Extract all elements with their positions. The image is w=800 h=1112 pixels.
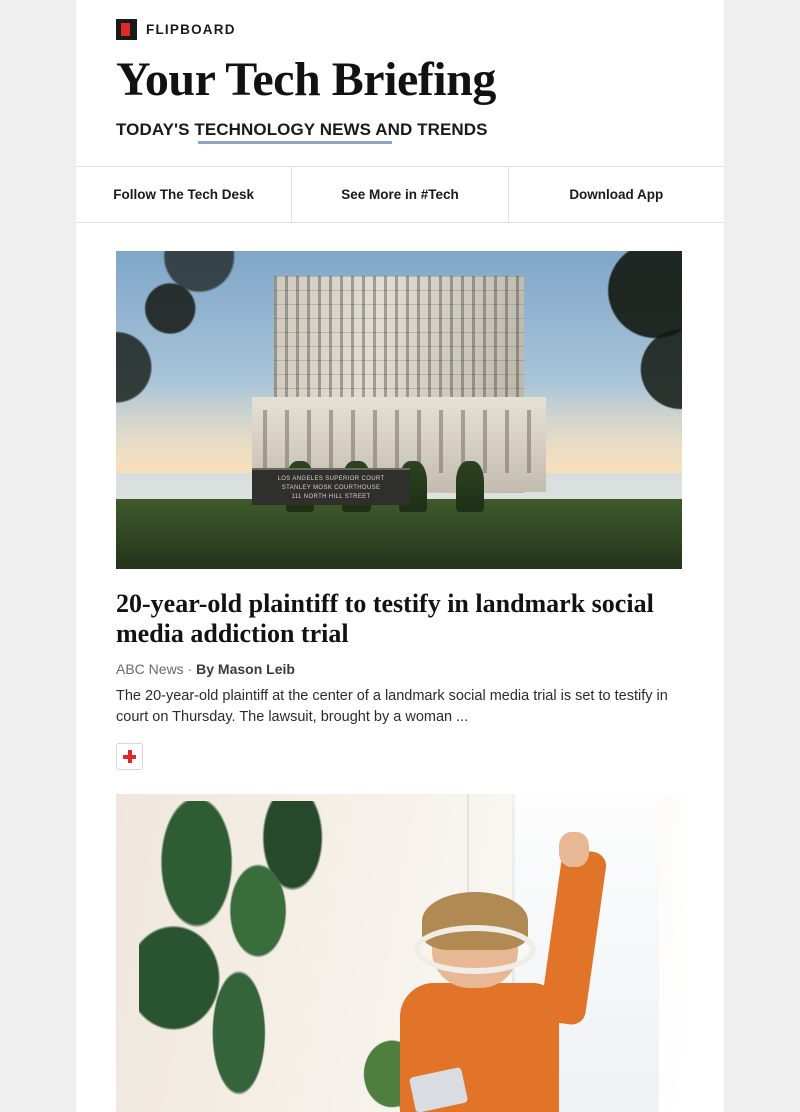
nav-item-follow-tech-desk[interactable]: Follow The Tech Desk xyxy=(113,186,255,202)
article-summary: The 20-year-old plaintiff at the center of a landmark social media trial is set to testify in court on Thursday. The lawsuit, brought by a woman ... xyxy=(116,688,668,725)
article-author: By Mason Leib xyxy=(196,661,295,678)
newsletter-card xyxy=(76,0,724,1112)
nav-item-see-more-tech[interactable]: See More in #Tech xyxy=(291,167,507,222)
article-list xyxy=(76,223,724,1112)
article-title[interactable]: 20-year-old plaintiff to testify in landmark social media addiction trial xyxy=(116,588,654,648)
article-source: ABC News xyxy=(116,661,184,678)
nav-bar xyxy=(76,167,724,223)
brand-name: FLIPBOARD xyxy=(146,21,236,37)
subtitle-underline xyxy=(198,141,392,144)
brand[interactable] xyxy=(116,18,684,40)
page-subtitle: TODAY'S TECHNOLOGY NEWS AND TRENDS xyxy=(116,119,488,139)
article-item xyxy=(116,251,684,770)
courthouse-sign xyxy=(252,468,410,505)
article-image-courthouse[interactable] xyxy=(116,251,682,569)
person-hand xyxy=(559,832,590,868)
nav-item-download-app[interactable]: Download App xyxy=(508,167,724,222)
flipboard-logo-icon xyxy=(116,19,137,40)
courthouse-sign-line-2: STANLEY MOSK COURTHOUSE xyxy=(281,485,381,492)
article-byline xyxy=(116,661,684,677)
courthouse-sign-line-1: LOS ANGELES SUPERIOR COURT xyxy=(277,476,385,483)
room-illustration xyxy=(116,794,682,1112)
masthead xyxy=(76,0,724,167)
tree-left xyxy=(116,251,286,474)
plus-icon xyxy=(123,750,136,763)
flip-it-button[interactable] xyxy=(116,743,143,770)
plant-large xyxy=(139,801,331,1106)
article-item xyxy=(116,794,684,1112)
courthouse-sign-line-3: 111 NORTH HILL STREET xyxy=(291,494,371,501)
person xyxy=(388,890,592,1112)
article-image-woman-headphones[interactable] xyxy=(116,794,682,1112)
headphones-icon xyxy=(414,925,536,974)
tree-small xyxy=(456,461,484,512)
byline-separator: · xyxy=(183,661,197,678)
page-title: Your Tech Briefing xyxy=(116,53,496,106)
tree-right xyxy=(569,251,682,448)
courthouse-illustration xyxy=(116,251,682,569)
subtitle-wrap xyxy=(116,120,488,140)
